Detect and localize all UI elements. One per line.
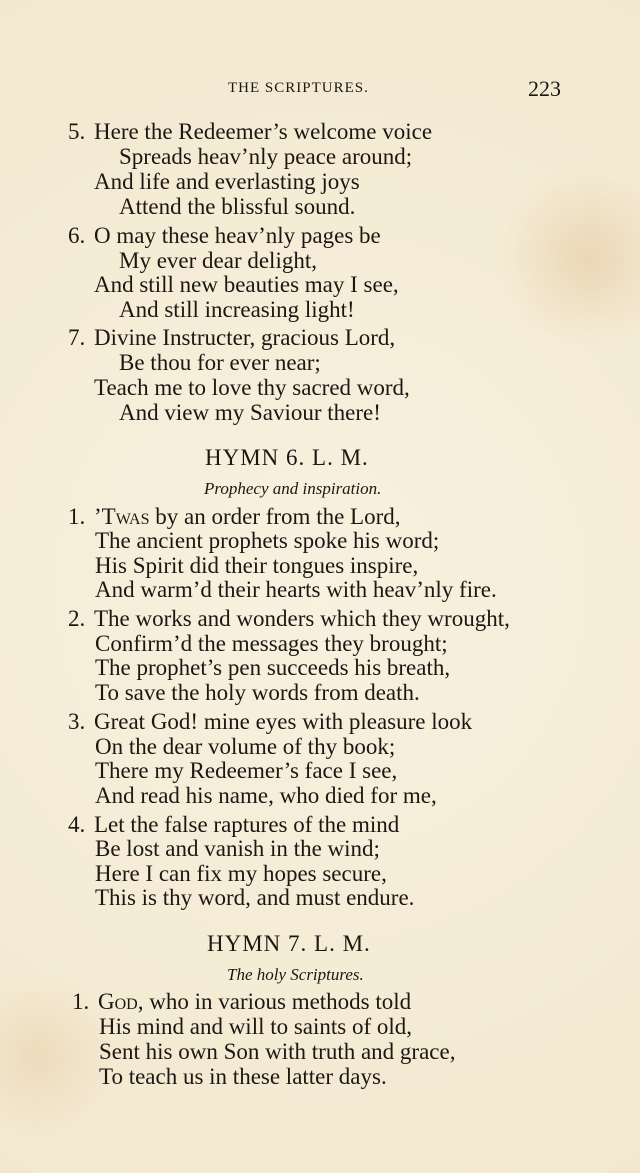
verse-number: 2. (68, 606, 86, 631)
verse-line: 3. Great God! mine eyes with pleasure look (68, 709, 473, 734)
verse-line: 2. The works and wonders which they wrought, (68, 606, 510, 631)
verse-number: 5. (68, 119, 86, 144)
verse-number: 1. (68, 504, 86, 529)
verse-line: And life and everlasting joys (94, 169, 360, 194)
page-header (0, 78, 640, 102)
verse-number: 4. (68, 812, 86, 837)
verse-line: Sent his own Son with truth and grace, (99, 1039, 456, 1064)
verse-line: 6. O may these heav’nly pages be (68, 223, 381, 248)
verse-line: To teach us in these latter days. (99, 1064, 387, 1089)
verse-line: And warm’d their hearts with heav’nly fire. (95, 577, 497, 602)
verse-line: To save the holy words from death. (95, 680, 420, 705)
verse-line: Be lost and vanish in the wind; (95, 836, 380, 861)
first-word: ’Twas (94, 504, 150, 529)
verse-line: 1. God, who in various methods told (72, 989, 412, 1014)
verse-line: His mind and will to saints of old, (99, 1014, 413, 1039)
verse-line: And read his name, who died for me, (95, 783, 437, 808)
verse-line: 4. Let the false raptures of the mind (68, 812, 400, 837)
verse-line: 7. Divine Instructer, gracious Lord, (68, 325, 396, 350)
verse-line: My ever dear delight, (119, 248, 317, 273)
verse-line: There my Redeemer’s face I see, (95, 758, 398, 783)
verse-line: Be thou for ever near; (119, 350, 321, 375)
verse-line: 5. Here the Redeemer’s welcome voice (68, 119, 433, 144)
page-number: 223 (528, 76, 561, 101)
verse-line: This is thy word, and must endure. (95, 885, 415, 910)
verse-line: Attend the blissful sound. (119, 194, 356, 219)
hymn-subtitle: The holy Scriptures. (227, 965, 364, 984)
verse-line: The ancient prophets spoke his word; (95, 528, 440, 553)
verse-number: 7. (68, 325, 86, 350)
verse-number: 3. (68, 709, 86, 734)
verse-line: And still new beauties may I see, (94, 272, 399, 297)
verse-number: 1. (72, 989, 90, 1014)
verse-number: 6. (68, 223, 86, 248)
verse-line: 1. ’Twas by an order from the Lord, (68, 504, 401, 529)
verse-line: Spreads heav’nly peace around; (119, 144, 413, 169)
verse-line: Confirm’d the messages they brought; (95, 631, 448, 656)
running-head: THE SCRIPTURES. (228, 80, 369, 96)
first-word: God (98, 989, 138, 1014)
verse-line: Teach me to love thy sacred word, (94, 375, 410, 400)
verse-line: The prophet’s pen succeeds his breath, (95, 655, 451, 680)
verse-line: And view my Saviour there! (119, 400, 381, 425)
hymn-subtitle: Prophecy and inspiration. (204, 479, 382, 498)
verse-line: Here I can fix my hopes secure, (95, 861, 387, 886)
verse-line: On the dear volume of thy book; (95, 734, 396, 759)
verse-line: And still increasing light! (119, 297, 355, 322)
hymn-title: HYMN 7. L. M. (207, 931, 371, 956)
hymn-title: HYMN 6. L. M. (205, 445, 369, 470)
verse-line: His Spirit did their tongues inspire, (95, 553, 419, 578)
